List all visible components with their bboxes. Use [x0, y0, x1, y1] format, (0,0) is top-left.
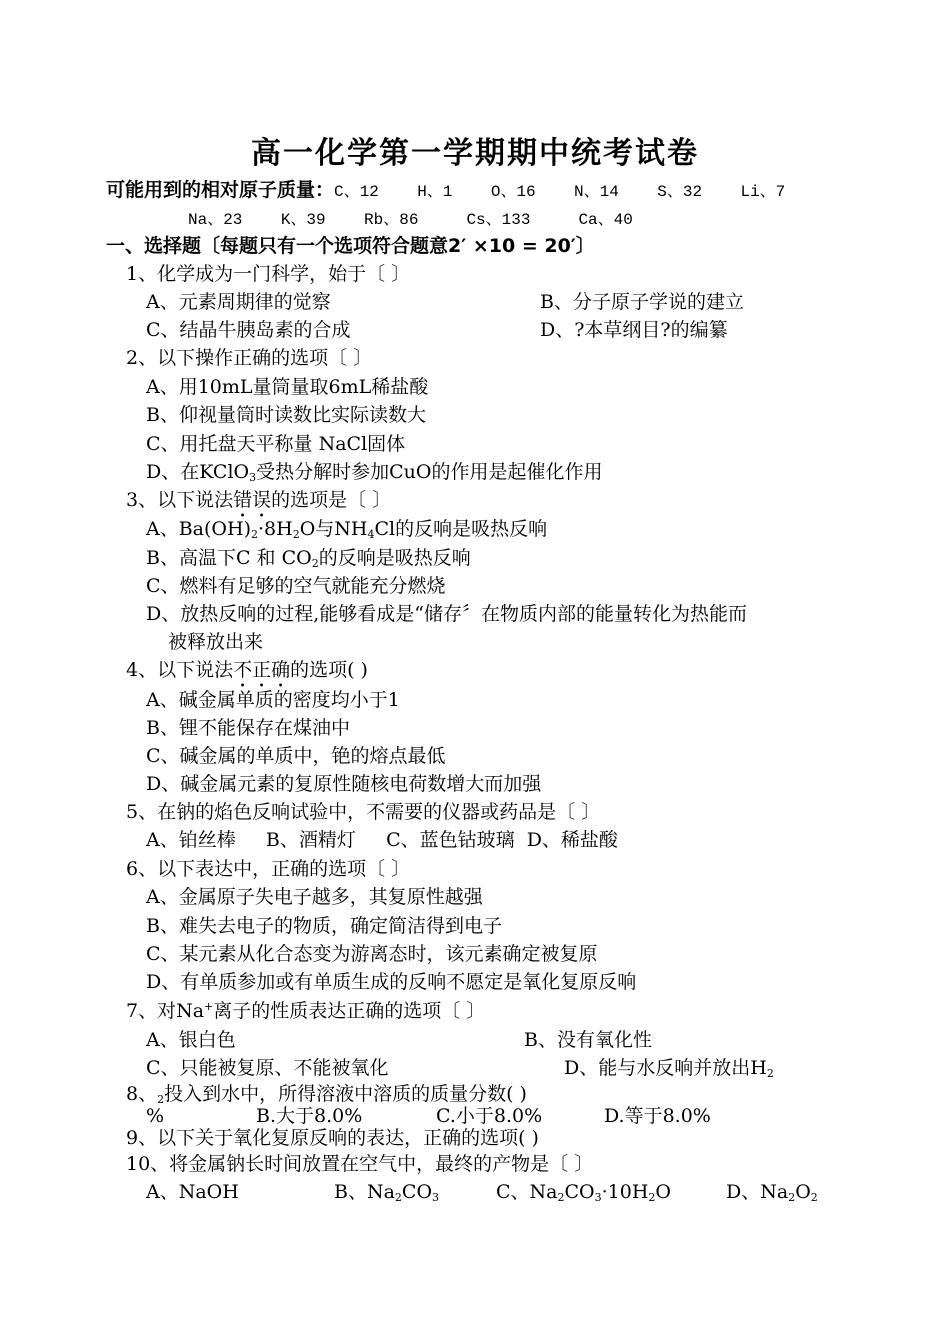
subscript: 2 — [311, 557, 319, 570]
text: CO — [401, 1181, 433, 1203]
question-4-stem — [126, 658, 368, 692]
question-4-option-c: C、碱金属的单质中，铯的熔点最低 — [146, 745, 446, 767]
text: 受热分解时参加CuO的作用是起催化作用 — [256, 461, 603, 483]
text: C、Na — [496, 1181, 558, 1203]
subscript: 2 — [557, 1191, 565, 1204]
question-10-option-a: A、NaOH — [146, 1181, 239, 1203]
question-1-option-d: D、?本草纲目?的编纂 — [540, 319, 728, 341]
text: D、Na — [726, 1181, 789, 1203]
question-5-options: A、铂丝棒 B、酒精灯 C、蓝色钴玻璃 D、稀盐酸 — [146, 829, 618, 851]
question-2-stem: 2、以下操作正确的选项〔 〕 — [126, 347, 373, 369]
atomic-mass-row-2 — [188, 206, 633, 232]
question-7-option-c: C、只能被复原、不能被氧化 — [146, 1057, 389, 1079]
question-7-option-a: A、银白色 — [146, 1029, 236, 1051]
text: D、在KClO — [146, 461, 250, 483]
question-6-stem: 6、以下表达中，正确的选项〔 〕 — [126, 858, 411, 880]
subscript: 2 — [292, 528, 300, 541]
question-3-option-b — [146, 546, 471, 570]
question-2-option-c: C、用托盘天平称量 NaCl固体 — [146, 433, 406, 455]
subscript: 2 — [250, 528, 258, 541]
text: 的反响是吸热反响 — [318, 547, 471, 569]
text: 的选项是〔 〕 — [271, 489, 392, 511]
subscript: 4 — [367, 528, 375, 541]
subscript: 2 — [788, 1191, 796, 1204]
text: 离子的性质表达正确的选项〔 〕 — [213, 1000, 486, 1022]
subscript: 2 — [648, 1191, 656, 1204]
subscript: 3 — [594, 1191, 602, 1204]
question-4-option-d: D、碱金属元素的复原性随核电荷数增大而加强 — [146, 773, 542, 795]
question-10-option-d — [726, 1180, 818, 1204]
atomic-mass-values-1: C、12 H、1 O、16 N、14 S、32 Li、7 — [334, 183, 786, 201]
question-3-option-a — [146, 517, 547, 541]
question-7-option-b: B、没有氧化性 — [524, 1029, 652, 1051]
question-1-option-c: C、结晶牛胰岛素的合成 — [146, 319, 351, 341]
question-10-stem: 10、将金属钠长时间放置在空气中，最终的产物是〔 〕 — [126, 1153, 594, 1175]
page-title: 高一化学第一学期期中统考试卷 — [251, 136, 699, 171]
text: B、Na — [334, 1181, 395, 1203]
subscript: 2 — [157, 1093, 165, 1106]
subscript: 2 — [766, 1067, 774, 1080]
question-7-stem — [126, 999, 485, 1023]
text: Cl的反响是吸热反响 — [374, 518, 548, 540]
question-1-option-b: B、分子原子学说的建立 — [540, 291, 744, 313]
question-6-option-b: B、难失去电子的物质，确定简洁得到电子 — [146, 915, 502, 937]
text: ·10H — [601, 1181, 649, 1203]
atomic-mass-values-2: Na、23 K、39 Rb、86 Cs、133 Ca、40 — [188, 211, 633, 229]
emphasis-word: 不正确 — [233, 659, 291, 681]
text: O — [795, 1181, 811, 1203]
question-1-option-a: A、元素周期律的觉察 — [146, 291, 331, 313]
superscript: + — [204, 1000, 214, 1013]
subscript: 3 — [249, 471, 257, 484]
text: B、高温下C 和 CO — [146, 547, 312, 569]
subscript: 3 — [432, 1191, 440, 1204]
question-5-stem: 5、在钠的焰色反响试验中，不需要的仪器或药品是〔 〕 — [126, 801, 601, 823]
question-8-option-a: % — [146, 1105, 165, 1127]
atomic-mass-label: 可能用到的相对原子质量： — [106, 179, 335, 201]
emphasis-word: 错误 — [233, 489, 272, 511]
question-10-option-b — [334, 1180, 439, 1204]
text: 7、对Na — [126, 1000, 205, 1022]
subscript: 2 — [810, 1191, 818, 1204]
section-heading: 一、选择题〔每题只有一个选项符合题意2′ ×10 = 20′〕 — [106, 235, 595, 257]
text: ·8H — [257, 518, 293, 540]
question-4-option-a: A、碱金属单质的密度均小于1 — [146, 689, 400, 711]
question-1-stem: 1、化学成为一门科学，始于〔 〕 — [126, 263, 411, 285]
question-7-option-d — [564, 1056, 774, 1080]
question-9-stem: 9、以下关于氧化复原反响的表达，正确的选项( ) — [126, 1127, 539, 1149]
text: 4、以下说法 — [126, 659, 234, 681]
text: 3、以下说法 — [126, 489, 234, 511]
text: O与NH — [299, 518, 368, 540]
question-6-option-d: D、有单质参加或有单质生成的反响不愿定是氧化复原反响 — [146, 971, 637, 993]
question-3-option-d: D、放热反响的过程,能够看成是“储存〞在物质内部的能量转化为热能而 — [146, 603, 747, 625]
question-4-option-b: B、锂不能保存在煤油中 — [146, 717, 350, 739]
question-10-option-c — [496, 1180, 671, 1204]
text: O — [655, 1181, 671, 1203]
question-3-option-d-continued: 被释放出来 — [168, 631, 264, 653]
question-8-option-b: B.大于8.0% — [256, 1105, 363, 1127]
question-6-option-c: C、某元素从化合态变为游离态时，该元素确定被复原 — [146, 943, 598, 965]
text: A、Ba(OH) — [146, 518, 251, 540]
question-2-option-a: A、用10mL量筒量取6mL稀盐酸 — [146, 376, 429, 398]
text: 的选项( ) — [290, 659, 368, 681]
question-8-option-d: D.等于8.0% — [604, 1105, 711, 1127]
question-3-option-c: C、燃料有足够的空气就能充分燃烧 — [146, 575, 446, 597]
question-2-option-d — [146, 460, 602, 484]
atomic-mass-row-1 — [106, 178, 785, 204]
subscript: 2 — [394, 1191, 402, 1204]
text: 投入到水中，所得溶液中溶质的质量分数( ) — [164, 1083, 527, 1105]
question-6-option-a: A、金属原子失电子越多，其复原性越强 — [146, 886, 483, 908]
question-8-option-c: C.小于8.0% — [436, 1105, 543, 1127]
text: D、能与水反响并放出H — [564, 1057, 767, 1079]
text: CO — [564, 1181, 595, 1203]
text: 8、 — [126, 1083, 158, 1105]
question-2-option-b: B、仰视量筒时读数比实际读数大 — [146, 404, 426, 426]
